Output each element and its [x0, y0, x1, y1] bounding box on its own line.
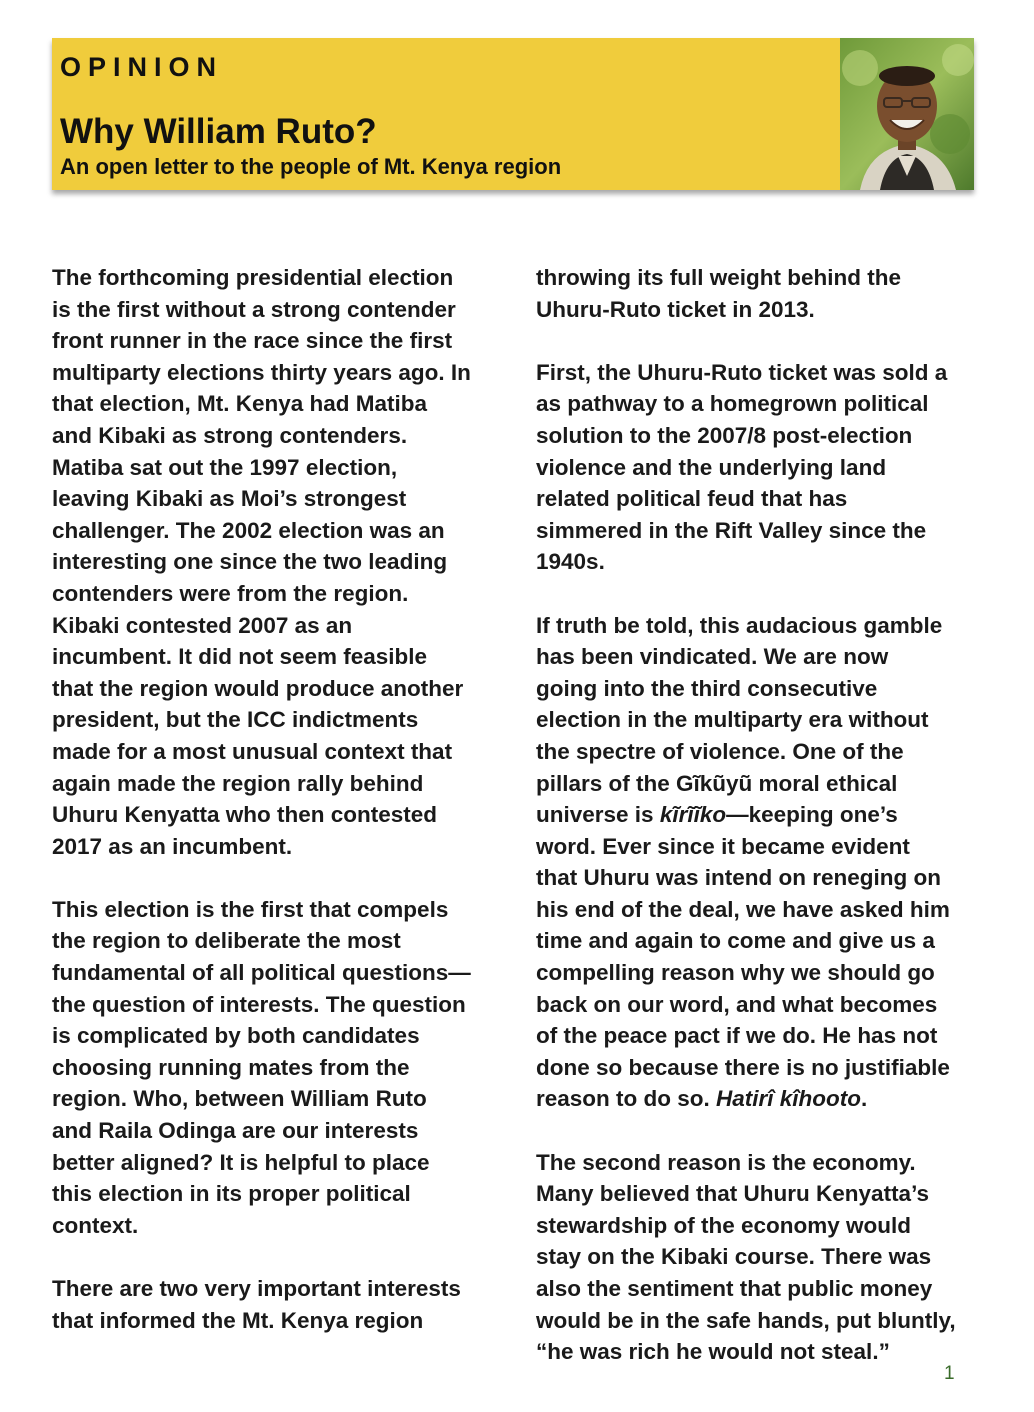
paragraph-text: —keeping one’s word. Ever since it became evident that Uhuru was intend on reneging on his end of the deal, we have asked him time and again to come and give us a compelling reason why we should go back on our word, and what becomes of the peace pact if we do. He has not done so because there is no justifiable reason to do so. — [536, 802, 950, 1112]
article-title: Why William Ruto? — [60, 112, 377, 151]
section-kicker: OPINION — [60, 52, 224, 82]
paragraph: This election is the first that compels the region to deliberate the most fundamental of all political questions— the question of interests. The question is complicated by both candidates choosing running mates from the region. Who, between William Ruto and Raila Odinga are our interests better aligned? It is helpful to place this election in its proper political context. — [52, 896, 471, 1238]
paragraph: throwing its full weight behind the Uhuru-Ruto ticket in 2013. — [536, 265, 901, 322]
paragraph-text: . — [861, 1086, 868, 1112]
paragraph-text: If truth be told, this audacious gamble has been vindicated. We are now going into the third consecutive election in the multiparty era without the spectre of violence. One of the pillars of the Gĩkũyũ moral ethical universe is — [536, 612, 943, 828]
article-column-right — [536, 262, 986, 1399]
article-column-left — [52, 262, 502, 1368]
author-photo — [840, 38, 974, 190]
header-banner — [52, 38, 974, 190]
article-subtitle: An open letter to the people of Mt. Kenya region — [60, 154, 562, 179]
paragraph: First, the Uhuru-Ruto ticket was sold a as pathway to a homegrown political solution to the 2007/8 post-election violence and the underlying land related political feud that has simmered in the Rift Valley since the 1940s. — [536, 359, 948, 575]
paragraph: The second reason is the economy. Many believed that Uhuru Kenyatta’s stewardship of the economy would stay on the Kibaki course. There was also the sentiment that public money would be in the safe hands, put bluntly, “he was rich he would not steal.” — [536, 1149, 956, 1365]
paragraph — [536, 610, 986, 1116]
paragraph: The forthcoming presidential election is the first without a strong contender front runner in the race since the first multiparty elections thirty years ago. In that election, Mt. Kenya had Matiba and Kibaki as strong contenders. Matiba sat out the 1997 election, leaving Kibaki as Moi’s strongest challenger. The 2002 election was an interesting one since the two leading contenders were from the region. Kibaki contested 2007 as an incumbent. It did not seem feasible that the region would produce another president, but the ICC indictments made for a most unusual context that again made the region rally behind Uhuru Kenyatta who then contested 2017 as an incumbent. — [52, 265, 471, 859]
page-number: 1 — [944, 1363, 955, 1384]
kikuyu-term: kĩrĩĩko — [659, 802, 727, 828]
kikuyu-proverb: Hatirî kîhooto — [716, 1086, 862, 1112]
paragraph: There are two very important interests that informed the Mt. Kenya region — [52, 1276, 461, 1333]
